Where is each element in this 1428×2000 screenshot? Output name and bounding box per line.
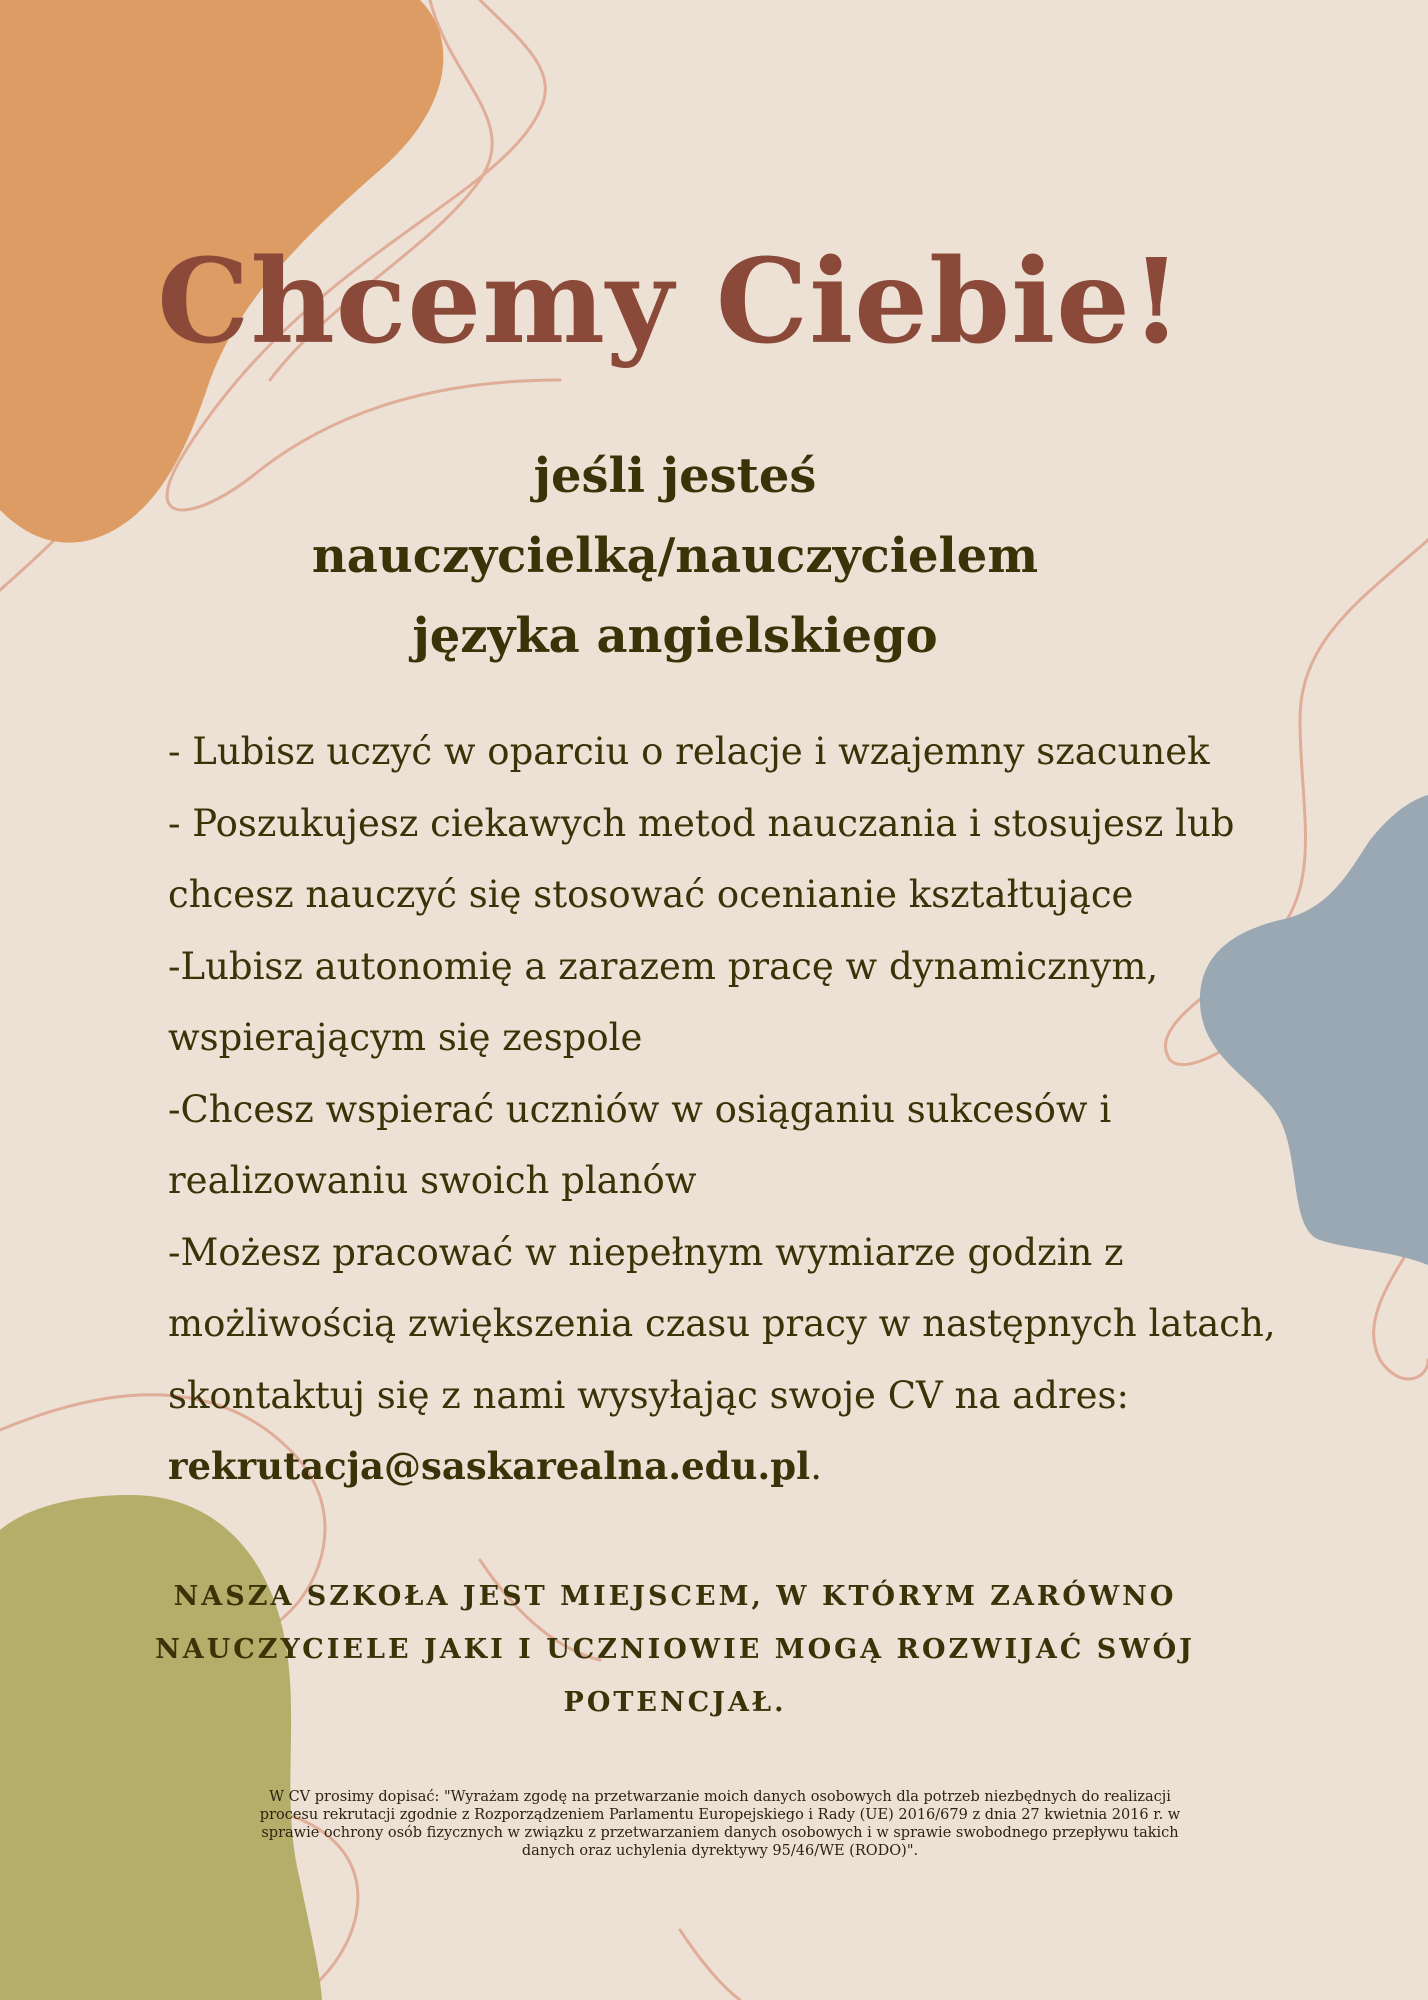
body-line: wspierającym się zespole: [168, 1016, 643, 1059]
body-line: -Lubisz autonomię a zarazem pracę w dynamicznym,: [168, 944, 1159, 988]
email-suffix: .: [810, 1445, 822, 1488]
consent-line: procesu rekrutacji zgodnie z Rozporządzeniem Parlamentu Europejskiego i Rady (UE) 2016/679 z dnia 27 kwietnia 2016 r. w: [259, 1807, 1181, 1823]
body-line: - Lubisz uczyć w oparciu o relacje i wzajemny szacunek: [168, 730, 1210, 773]
body-line: skontaktuj się z nami wysyłając swoje CV na adres:: [168, 1373, 1129, 1417]
consent-line: W CV prosimy dopisać: "Wyrażam zgodę na przetwarzanie moich danych osobowych dla potrzeb niezbędnych do realizacji: [269, 1789, 1171, 1805]
body-line: -Chcesz wspierać uczniów w osiąganiu sukcesów i: [168, 1087, 1112, 1131]
tagline-line: NASZA SZKOŁA JEST MIEJSCEM, W KTÓRYM ZARÓWNO: [173, 1581, 1177, 1612]
body-line: -Możesz pracować w niepełnym wymiarze godzin z: [168, 1230, 1124, 1274]
contact-email[interactable]: rekrutacja@saskarealna.edu.pl: [168, 1444, 811, 1488]
body-line: chcesz nauczyć się stosować ocenianie kształtujące: [168, 873, 1134, 916]
requirements-list: [168, 716, 1348, 1503]
body-line: realizowaniu swoich planów: [168, 1159, 697, 1202]
consent-line: sprawie ochrony osób fizycznych w związku z przetwarzaniem danych osobowych i w sprawie swobodnego przepływu takich: [261, 1825, 1179, 1841]
subtitle: [0, 436, 1350, 676]
tagline-line: POTENCJAŁ.: [563, 1687, 787, 1718]
subtitle-line: języka angielskiego: [412, 608, 938, 664]
poster-title: Chcemy Ciebie!: [157, 234, 1183, 370]
subtitle-line: jeśli jesteś: [533, 448, 817, 504]
school-tagline: [0, 1570, 1350, 1729]
subtitle-line: nauczycielką/nauczycielem: [311, 528, 1039, 584]
email-line: [168, 1431, 1348, 1503]
body-line: - Poszukujesz ciekawych metod nauczania i stosujesz lub: [168, 801, 1235, 845]
consent-line: danych oraz uchylenia dyrektywy 95/46/WE (RODO)".: [521, 1843, 919, 1859]
tagline-line: NAUCZYCIELE JAKI I UCZNIOWIE MOGĄ ROZWIJAĆ SWÓJ: [155, 1634, 1195, 1665]
gdpr-consent-note: [0, 1788, 1428, 1860]
body-line: możliwością zwiększenia czasu pracy w następnych latach,: [168, 1302, 1276, 1345]
